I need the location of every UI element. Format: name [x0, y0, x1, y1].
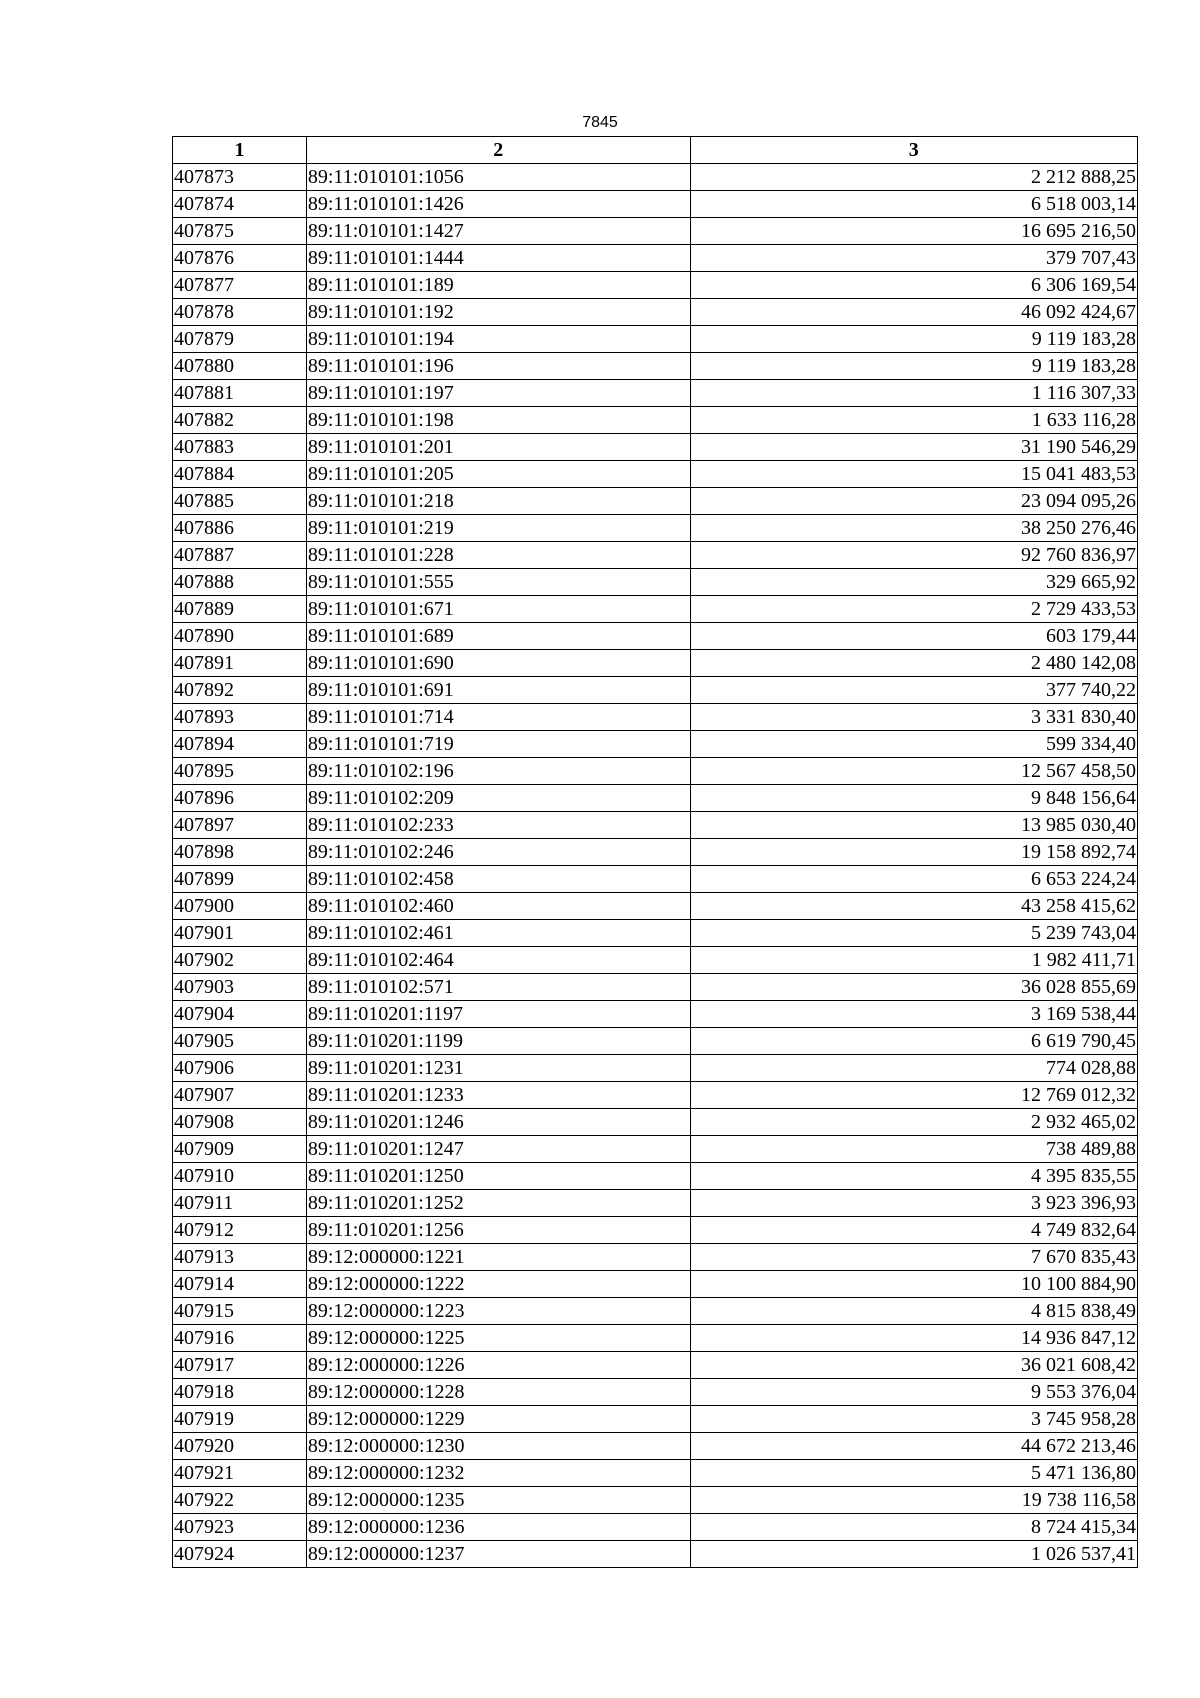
row-number-cell: 407891 — [173, 650, 307, 677]
table-row — [173, 1190, 1138, 1217]
value-cell: 738 489,88 — [690, 1136, 1137, 1163]
table-row — [173, 731, 1138, 758]
table-row — [173, 1109, 1138, 1136]
table-row — [173, 758, 1138, 785]
table-row — [173, 218, 1138, 245]
page-number: 7845 — [582, 114, 618, 131]
cadastral-number-cell: 89:11:010101:555 — [306, 569, 690, 596]
value-cell: 9 119 183,28 — [690, 326, 1137, 353]
value-cell: 8 724 415,34 — [690, 1514, 1137, 1541]
cadastral-number-cell: 89:11:010201:1256 — [306, 1217, 690, 1244]
row-number-cell: 407920 — [173, 1433, 307, 1460]
value-cell: 329 665,92 — [690, 569, 1137, 596]
cadastral-number-cell: 89:11:010101:1426 — [306, 191, 690, 218]
row-number-cell: 407885 — [173, 488, 307, 515]
row-number-cell: 407909 — [173, 1136, 307, 1163]
table-row — [173, 1514, 1138, 1541]
table-header — [173, 137, 1138, 164]
value-cell: 12 769 012,32 — [690, 1082, 1137, 1109]
table-row — [173, 569, 1138, 596]
cadastral-number-cell: 89:11:010102:460 — [306, 893, 690, 920]
cadastral-number-cell: 89:11:010101:218 — [306, 488, 690, 515]
cadastral-number-cell: 89:11:010101:228 — [306, 542, 690, 569]
row-number-cell: 407884 — [173, 461, 307, 488]
table-row — [173, 1163, 1138, 1190]
cadastral-number-cell: 89:11:010101:689 — [306, 623, 690, 650]
cadastral-number-cell: 89:11:010101:201 — [306, 434, 690, 461]
value-cell: 44 672 213,46 — [690, 1433, 1137, 1460]
row-number-cell: 407917 — [173, 1352, 307, 1379]
cadastral-number-cell: 89:11:010101:189 — [306, 272, 690, 299]
cadastral-number-cell: 89:11:010102:246 — [306, 839, 690, 866]
cadastral-number-cell: 89:11:010201:1250 — [306, 1163, 690, 1190]
table-row — [173, 299, 1138, 326]
value-cell: 4 815 838,49 — [690, 1298, 1137, 1325]
table-row — [173, 245, 1138, 272]
row-number-cell: 407878 — [173, 299, 307, 326]
row-number-cell: 407922 — [173, 1487, 307, 1514]
row-number-cell: 407913 — [173, 1244, 307, 1271]
table-row — [173, 839, 1138, 866]
row-number-cell: 407910 — [173, 1163, 307, 1190]
row-number-cell: 407889 — [173, 596, 307, 623]
value-cell: 603 179,44 — [690, 623, 1137, 650]
value-cell: 774 028,88 — [690, 1055, 1137, 1082]
table-row — [173, 515, 1138, 542]
cadastral-number-cell: 89:11:010102:233 — [306, 812, 690, 839]
table-row — [173, 920, 1138, 947]
cadastral-number-cell: 89:11:010101:719 — [306, 731, 690, 758]
table-row — [173, 596, 1138, 623]
table-row — [173, 461, 1138, 488]
row-number-cell: 407905 — [173, 1028, 307, 1055]
table-row — [173, 1460, 1138, 1487]
cadastral-number-cell: 89:12:000000:1225 — [306, 1325, 690, 1352]
cadastral-number-cell: 89:11:010201:1246 — [306, 1109, 690, 1136]
cadastral-number-cell: 89:11:010101:192 — [306, 299, 690, 326]
row-number-cell: 407890 — [173, 623, 307, 650]
cadastral-number-cell: 89:11:010101:198 — [306, 407, 690, 434]
cadastral-number-cell: 89:11:010101:714 — [306, 704, 690, 731]
cadastral-number-cell: 89:11:010102:571 — [306, 974, 690, 1001]
row-number-cell: 407924 — [173, 1541, 307, 1568]
value-cell: 2 729 433,53 — [690, 596, 1137, 623]
column-header-1: 1 — [173, 137, 307, 164]
value-cell: 15 041 483,53 — [690, 461, 1137, 488]
table-row — [173, 1082, 1138, 1109]
value-cell: 92 760 836,97 — [690, 542, 1137, 569]
cadastral-number-cell: 89:11:010101:1427 — [306, 218, 690, 245]
cadastral-number-cell: 89:11:010101:196 — [306, 353, 690, 380]
value-cell: 10 100 884,90 — [690, 1271, 1137, 1298]
cadastral-number-cell: 89:12:000000:1235 — [306, 1487, 690, 1514]
cadastral-number-cell: 89:12:000000:1237 — [306, 1541, 690, 1568]
table-row — [173, 893, 1138, 920]
table-row — [173, 488, 1138, 515]
table-row — [173, 1217, 1138, 1244]
row-number-cell: 407900 — [173, 893, 307, 920]
row-number-cell: 407911 — [173, 1190, 307, 1217]
value-cell: 1 026 537,41 — [690, 1541, 1137, 1568]
row-number-cell: 407887 — [173, 542, 307, 569]
value-cell: 1 116 307,33 — [690, 380, 1137, 407]
value-cell: 46 092 424,67 — [690, 299, 1137, 326]
table-row — [173, 191, 1138, 218]
table-row — [173, 1244, 1138, 1271]
value-cell: 13 985 030,40 — [690, 812, 1137, 839]
value-cell: 1 982 411,71 — [690, 947, 1137, 974]
table-row — [173, 164, 1138, 191]
cadastral-number-cell: 89:12:000000:1232 — [306, 1460, 690, 1487]
cadastral-number-cell: 89:11:010201:1247 — [306, 1136, 690, 1163]
value-cell: 9 553 376,04 — [690, 1379, 1137, 1406]
cadastral-number-cell: 89:11:010101:205 — [306, 461, 690, 488]
table-row — [173, 623, 1138, 650]
table-body — [173, 164, 1138, 1568]
table-row — [173, 542, 1138, 569]
table-row — [173, 866, 1138, 893]
cadastral-number-cell: 89:11:010101:197 — [306, 380, 690, 407]
value-cell: 6 619 790,45 — [690, 1028, 1137, 1055]
row-number-cell: 407898 — [173, 839, 307, 866]
row-number-cell: 407901 — [173, 920, 307, 947]
cadastral-number-cell: 89:11:010101:1444 — [306, 245, 690, 272]
table-row — [173, 1136, 1138, 1163]
row-number-cell: 407921 — [173, 1460, 307, 1487]
table-row — [173, 1271, 1138, 1298]
row-number-cell: 407892 — [173, 677, 307, 704]
value-cell: 7 670 835,43 — [690, 1244, 1137, 1271]
value-cell: 599 334,40 — [690, 731, 1137, 758]
row-number-cell: 407882 — [173, 407, 307, 434]
value-cell: 43 258 415,62 — [690, 893, 1137, 920]
cadastral-number-cell: 89:11:010201:1231 — [306, 1055, 690, 1082]
table-row — [173, 1325, 1138, 1352]
row-number-cell: 407906 — [173, 1055, 307, 1082]
table-row — [173, 1379, 1138, 1406]
cadastral-number-cell: 89:11:010201:1199 — [306, 1028, 690, 1055]
row-number-cell: 407918 — [173, 1379, 307, 1406]
value-cell: 5 239 743,04 — [690, 920, 1137, 947]
value-cell: 3 331 830,40 — [690, 704, 1137, 731]
table-row — [173, 1298, 1138, 1325]
cadastral-number-cell: 89:11:010101:690 — [306, 650, 690, 677]
cadastral-number-cell: 89:11:010101:691 — [306, 677, 690, 704]
table-row — [173, 1406, 1138, 1433]
row-number-cell: 407915 — [173, 1298, 307, 1325]
value-cell: 379 707,43 — [690, 245, 1137, 272]
row-number-cell: 407876 — [173, 245, 307, 272]
table-row — [173, 1055, 1138, 1082]
value-cell: 23 094 095,26 — [690, 488, 1137, 515]
table-row — [173, 326, 1138, 353]
row-number-cell: 407903 — [173, 974, 307, 1001]
table-row — [173, 1028, 1138, 1055]
cadastral-number-cell: 89:11:010102:196 — [306, 758, 690, 785]
data-table — [172, 136, 1138, 1568]
table-row — [173, 272, 1138, 299]
table-row — [173, 785, 1138, 812]
table-row — [173, 1541, 1138, 1568]
row-number-cell: 407881 — [173, 380, 307, 407]
row-number-cell: 407902 — [173, 947, 307, 974]
column-header-3: 3 — [690, 137, 1137, 164]
table-row — [173, 1001, 1138, 1028]
row-number-cell: 407883 — [173, 434, 307, 461]
cadastral-number-cell: 89:12:000000:1229 — [306, 1406, 690, 1433]
value-cell: 5 471 136,80 — [690, 1460, 1137, 1487]
row-number-cell: 407886 — [173, 515, 307, 542]
value-cell: 377 740,22 — [690, 677, 1137, 704]
value-cell: 6 518 003,14 — [690, 191, 1137, 218]
table-row — [173, 407, 1138, 434]
value-cell: 16 695 216,50 — [690, 218, 1137, 245]
row-number-cell: 407888 — [173, 569, 307, 596]
row-number-cell: 407879 — [173, 326, 307, 353]
value-cell: 4 749 832,64 — [690, 1217, 1137, 1244]
value-cell: 3 169 538,44 — [690, 1001, 1137, 1028]
table-row — [173, 1433, 1138, 1460]
header-row — [173, 137, 1138, 164]
cadastral-number-cell: 89:12:000000:1228 — [306, 1379, 690, 1406]
cadastral-number-cell: 89:11:010102:461 — [306, 920, 690, 947]
value-cell: 1 633 116,28 — [690, 407, 1137, 434]
row-number-cell: 407899 — [173, 866, 307, 893]
cadastral-number-cell: 89:12:000000:1223 — [306, 1298, 690, 1325]
cadastral-number-cell: 89:12:000000:1230 — [306, 1433, 690, 1460]
value-cell: 36 028 855,69 — [690, 974, 1137, 1001]
row-number-cell: 407923 — [173, 1514, 307, 1541]
value-cell: 6 306 169,54 — [690, 272, 1137, 299]
row-number-cell: 407912 — [173, 1217, 307, 1244]
table-row — [173, 1487, 1138, 1514]
value-cell: 12 567 458,50 — [690, 758, 1137, 785]
table-row — [173, 677, 1138, 704]
cadastral-number-cell: 89:11:010101:1056 — [306, 164, 690, 191]
value-cell: 19 158 892,74 — [690, 839, 1137, 866]
row-number-cell: 407914 — [173, 1271, 307, 1298]
value-cell: 19 738 116,58 — [690, 1487, 1137, 1514]
column-header-2: 2 — [306, 137, 690, 164]
row-number-cell: 407880 — [173, 353, 307, 380]
row-number-cell: 407916 — [173, 1325, 307, 1352]
cadastral-number-cell: 89:12:000000:1226 — [306, 1352, 690, 1379]
cadastral-number-cell: 89:11:010101:671 — [306, 596, 690, 623]
value-cell: 3 745 958,28 — [690, 1406, 1137, 1433]
value-cell: 38 250 276,46 — [690, 515, 1137, 542]
row-number-cell: 407873 — [173, 164, 307, 191]
cadastral-number-cell: 89:11:010102:458 — [306, 866, 690, 893]
cadastral-number-cell: 89:11:010101:219 — [306, 515, 690, 542]
table-row — [173, 1352, 1138, 1379]
table-row — [173, 974, 1138, 1001]
cadastral-number-cell: 89:11:010101:194 — [306, 326, 690, 353]
row-number-cell: 407894 — [173, 731, 307, 758]
row-number-cell: 407893 — [173, 704, 307, 731]
row-number-cell: 407897 — [173, 812, 307, 839]
row-number-cell: 407919 — [173, 1406, 307, 1433]
table-row — [173, 353, 1138, 380]
table-row — [173, 650, 1138, 677]
row-number-cell: 407895 — [173, 758, 307, 785]
table-row — [173, 380, 1138, 407]
value-cell: 3 923 396,93 — [690, 1190, 1137, 1217]
value-cell: 4 395 835,55 — [690, 1163, 1137, 1190]
value-cell: 36 021 608,42 — [690, 1352, 1137, 1379]
row-number-cell: 407904 — [173, 1001, 307, 1028]
table-row — [173, 947, 1138, 974]
value-cell: 14 936 847,12 — [690, 1325, 1137, 1352]
value-cell: 2 932 465,02 — [690, 1109, 1137, 1136]
value-cell: 2 480 142,08 — [690, 650, 1137, 677]
value-cell: 31 190 546,29 — [690, 434, 1137, 461]
row-number-cell: 407908 — [173, 1109, 307, 1136]
cadastral-number-cell: 89:11:010102:464 — [306, 947, 690, 974]
cadastral-number-cell: 89:11:010201:1197 — [306, 1001, 690, 1028]
table-row — [173, 434, 1138, 461]
row-number-cell: 407896 — [173, 785, 307, 812]
cadastral-number-cell: 89:11:010201:1252 — [306, 1190, 690, 1217]
value-cell: 2 212 888,25 — [690, 164, 1137, 191]
cadastral-number-cell: 89:12:000000:1222 — [306, 1271, 690, 1298]
row-number-cell: 407874 — [173, 191, 307, 218]
value-cell: 6 653 224,24 — [690, 866, 1137, 893]
cadastral-number-cell: 89:11:010201:1233 — [306, 1082, 690, 1109]
row-number-cell: 407877 — [173, 272, 307, 299]
value-cell: 9 848 156,64 — [690, 785, 1137, 812]
cadastral-number-cell: 89:12:000000:1221 — [306, 1244, 690, 1271]
value-cell: 9 119 183,28 — [690, 353, 1137, 380]
table-row — [173, 704, 1138, 731]
cadastral-number-cell: 89:12:000000:1236 — [306, 1514, 690, 1541]
cadastral-number-cell: 89:11:010102:209 — [306, 785, 690, 812]
row-number-cell: 407907 — [173, 1082, 307, 1109]
table-row — [173, 812, 1138, 839]
row-number-cell: 407875 — [173, 218, 307, 245]
